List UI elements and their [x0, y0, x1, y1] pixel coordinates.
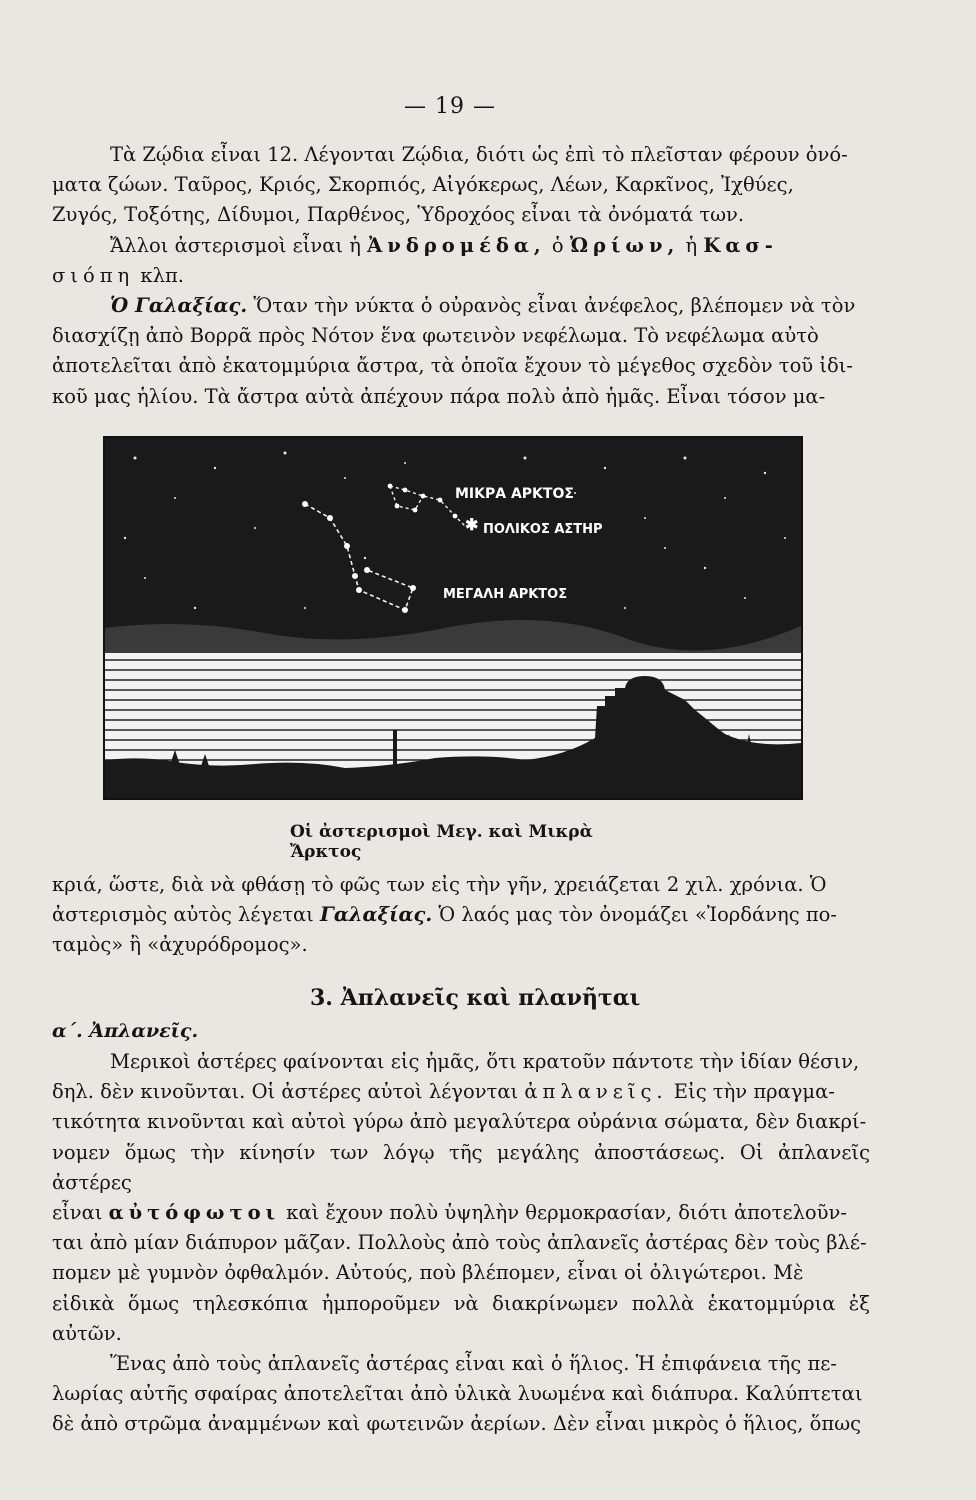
text-line: κριά, ὥστε, διὰ νὰ φθάσῃ τὸ φῶς των εἰς τὴν γῆν, χρειάζεται 2 χιλ. χρόνια. Ὁ — [52, 873, 827, 896]
term-self-luminous: αὐτόφωτοι — [108, 1201, 281, 1225]
night-sky-drawing — [105, 438, 801, 798]
text-fragment: Ἄλλοι ἀστερισμοὶ εἶναι ἡ — [110, 233, 368, 257]
subsection-heading: α΄. Ἀπλανεῖς. — [52, 1020, 199, 1042]
pole — [393, 730, 397, 770]
constellation-illustration — [103, 436, 803, 800]
text-line: δὲ ἀπὸ στρῶμα ἀναμμένων καὶ φωτεινῶν ἀερίων. Δὲν εἶναι μικρὸς ὁ ἥλιος, ὅπως — [52, 1412, 862, 1436]
text-line: ταμὸς» ἢ «ἀχυρόδρομος». — [52, 933, 308, 957]
term-fixed-stars: ἀπλανεῖς. — [524, 1080, 668, 1104]
text-line: ματα ζώων. Ταῦρος, Κριός, Σκορπιός, Αἰγόκερως, Λέων, Καρκῖνος, Ἰχθύες, — [52, 173, 794, 197]
term-cassiopeia: Κασ- — [703, 233, 778, 257]
text-fragment: ὁ — [545, 233, 570, 257]
paragraph-galaxy-cont — [52, 870, 870, 961]
text-line: νομεν ὅμως τὴν κίνησίν των λόγῳ τῆς μεγάλης ἀποστάσεως. Οἱ ἀπλανεῖς ἀστέρες — [52, 1140, 870, 1194]
text-fragment: δηλ. δὲν κινοῦνται. Οἱ ἀστέρες αὐτοὶ λέγονται — [52, 1080, 525, 1104]
text-line: πομεν μὲ γυμνὸν ὀφθαλμόν. Αὐτούς, ποὺ βλέπομεν, εἶναι οἱ ὀλιγώτεροι. Μὲ — [52, 1261, 804, 1285]
text-line: τικότητα κινοῦνται καὶ αὐτοὶ γύρω ἀπὸ μεγαλύτερα οὐράνια σώματα, δὲν διακρί- — [52, 1110, 867, 1134]
label-great-bear: ΜΕΓΑΛΗ ΑΡΚΤΟΣ — [443, 587, 568, 602]
text-fragment: εἶναι — [52, 1201, 109, 1225]
section-heading: 3. Ἀπλανεῖς καὶ πλανῆται — [310, 985, 641, 1011]
text-line — [52, 900, 870, 930]
figure-caption: Οἱ ἀστερισμοὶ Μεγ. καὶ Μικρὰ Ἄρκτος — [290, 822, 593, 862]
text-fragment: κλπ. — [134, 263, 184, 287]
text-fragment: Εἰς τὴν πραγμα- — [667, 1080, 835, 1104]
text-line: εἰδικὰ ὅμως τηλεσκόπια ἠμποροῦμεν νὰ διακρίνωμεν πολλὰ ἑκατομμύρια ἐξ αὐτῶν. — [52, 1291, 870, 1345]
text-line: ἀποτελεῖται ἀπὸ ἑκατομμύρια ἄστρα, τὰ ὁποῖα ἔχουν τὸ μέγεθος σχεδὸν τοῦ ἰδι- — [52, 354, 853, 378]
text-fragment: Ὁ λαός μας τὸν ὀνομάζει «Ἰορδάνης πο- — [432, 903, 837, 927]
paragraph-zodiac — [52, 140, 870, 412]
text-line: Τὰ Ζῴδια εἶναι 12. Λέγονται Ζῴδια, διότι ὡς ἐπὶ τὸ πλεῖσταν φέρουν ὀνό- — [110, 143, 848, 166]
text-line — [52, 231, 870, 261]
text-line — [52, 291, 870, 321]
term-orion: Ὠρίων, — [569, 233, 680, 257]
text-line: κοῦ μας ἡλίου. Τὰ ἄστρα αὐτὰ ἀπέχουν πάρα πολὺ ἀπὸ ἡμᾶς. Εἶναι τόσον μα- — [52, 384, 826, 408]
polaris-star-icon: ✱ — [465, 515, 479, 534]
text-line: Μερικοὶ ἀστέρες φαίνονται εἰς ἡμᾶς, ὅτι κρατοῦν πάντοτε τὴν ἰδίαν θέσιν, — [110, 1050, 860, 1073]
term-cassiopeia-cont: σιόπη — [52, 263, 135, 287]
text-fragment: Ὅταν τὴν νύκτα ὁ οὐρανὸς εἶναι ἀνέφελος, βλέπομεν νὰ τὸν — [247, 294, 856, 318]
label-polaris: ΠΟΛΙΚΟΣ ΑΣΤΗΡ — [483, 522, 603, 537]
page-number: — 19 — — [404, 94, 496, 119]
text-fragment: ἀστερισμὸς αὐτὸς λέγεται — [52, 903, 321, 927]
text-line — [52, 261, 870, 291]
text-line: Ἕνας ἀπὸ τοὺς ἀπλανεῖς ἀστέρας εἶναι καὶ ὁ ἥλιος. Ἡ ἐπιφάνεια τῆς πε- — [110, 1352, 837, 1376]
label-little-bear: ΜΙΚΡΑ ΑΡΚΤΟΣ — [455, 486, 574, 502]
text-line: λωρίας αὐτῆς σφαίρας ἀποτελεῖται ἀπὸ ὑλικὰ λυωμένα καὶ διάπυρα. Καλύπτεται — [52, 1382, 863, 1406]
text-line: ται ἀπὸ μίαν διάπυρον μᾶζαν. Πολλοὺς ἀπὸ τοὺς ἀπλανεῖς ἀστέρας δὲν τοὺς βλέ- — [52, 1231, 867, 1255]
term-galaxy: Ὁ Γαλαξίας. — [110, 294, 248, 318]
text-line: Ζυγός, Τοξότης, Δίδυμοι, Παρθένος, Ὑδροχόος εἶναι τὰ ὀνόματά των. — [52, 203, 745, 227]
text-line — [52, 1198, 870, 1228]
text-fragment: ἡ — [679, 233, 704, 257]
paragraph-fixed-stars — [52, 1047, 870, 1440]
sky-background — [105, 438, 801, 638]
text-line — [52, 1077, 870, 1107]
text-line: διασχίζῃ ἀπὸ Βορρᾶ πρὸς Νότον ἕνα φωτεινὸν νεφέλωμα. Τὸ νεφέλωμα αὐτὸ — [52, 324, 819, 348]
text-fragment: καὶ ἔχουν πολὺ ὑψηλὴν θερμοκρασίαν, διότι ἀποτελοῦν- — [280, 1201, 847, 1225]
term-andromeda: Ἀνδρομέδα, — [367, 233, 546, 257]
term-galaxy: Γαλαξίας. — [320, 903, 433, 927]
